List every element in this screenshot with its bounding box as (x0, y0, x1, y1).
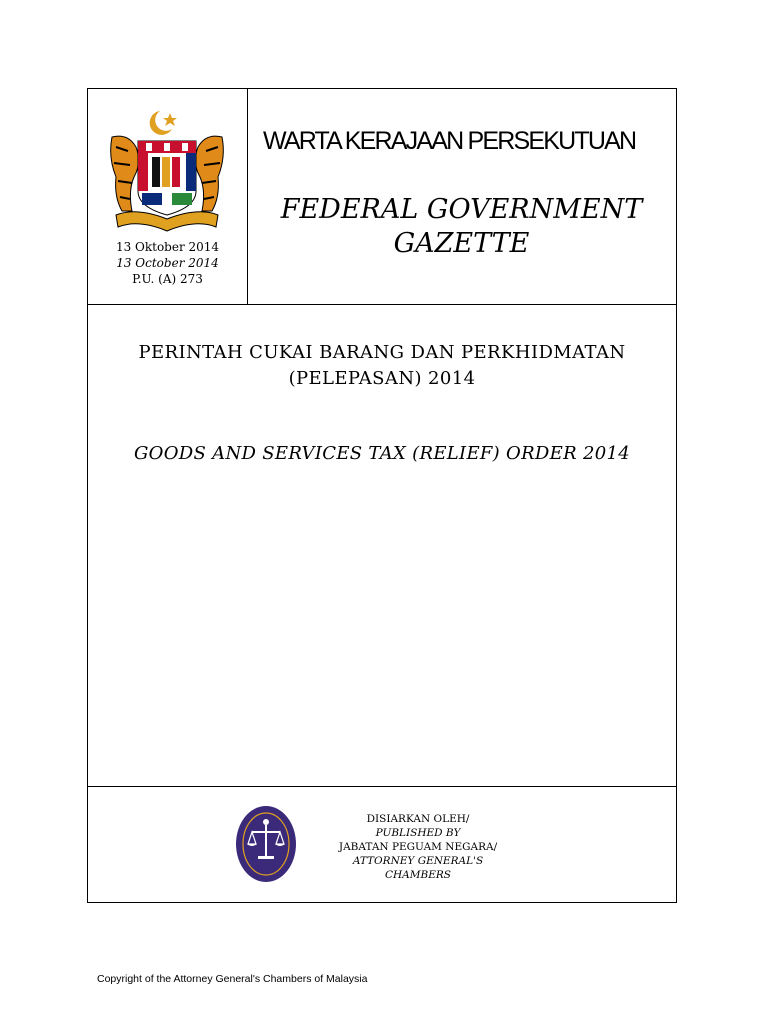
order-title-malay-line2: (PELEPASAN) 2014 (288, 368, 476, 389)
gazette-title-english (247, 193, 676, 261)
gazette-cover-frame (87, 88, 677, 903)
malaysia-coat-of-arms-icon (106, 107, 228, 235)
order-title-malay (88, 340, 676, 392)
copyright-notice: Copyright of the Attorney General's Chambers of Malaysia (97, 973, 368, 985)
attorney-general-chambers-logo-icon (234, 804, 298, 884)
date-block (88, 239, 247, 287)
publisher-block (328, 812, 508, 882)
order-title-english: GOODS AND SERVICES TAX (RELIEF) ORDER 2014 (133, 443, 630, 464)
agency-malay: JABATAN PEGUAM NEGARA/ (338, 841, 498, 853)
gazette-title-malay: WARTA KERAJAAN PERSEKUTUAN (263, 127, 636, 155)
published-by-malay: DISIARKAN OLEH/ (366, 813, 470, 825)
order-title-malay-line1: PERINTAH CUKAI BARANG DAN PERKHIDMATAN (138, 342, 626, 363)
gazette-title-english-line2: GAZETTE (393, 228, 530, 259)
gazette-title-cell (247, 89, 676, 304)
gazette-title-english-line1: FEDERAL GOVERNMENT (280, 194, 643, 225)
date-malay: 13 Oktober 2014 (115, 240, 220, 254)
pu-reference: P.U. (A) 273 (132, 272, 203, 286)
publisher-section (88, 786, 676, 903)
emblem-cell (88, 89, 248, 304)
date-english: 13 October 2014 (116, 256, 219, 270)
agency-english: ATTORNEY GENERAL'S CHAMBERS (352, 855, 484, 881)
gazette-header (88, 89, 676, 305)
order-section (88, 304, 676, 787)
published-by-english: PUBLISHED BY (375, 827, 461, 839)
